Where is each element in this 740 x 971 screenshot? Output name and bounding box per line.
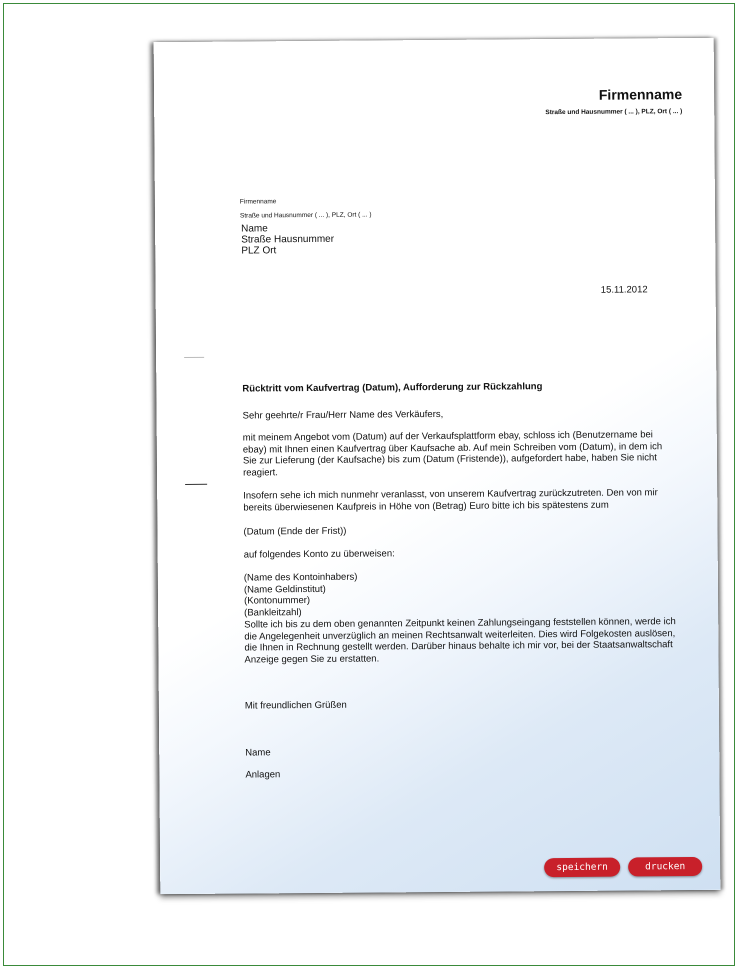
paragraph-withdrawal: Insofern sehe ich mich nunmehr veranlasst, von unserem Kaufvertrag zurückzutreten. Den von mir bereits überwiesenen Kaufpreis in Höhe von (Betrag) Euro bitte ich bis spätestens zum (243, 487, 658, 514)
letter-page (154, 38, 721, 894)
sender-address: Straße und Hausnummer ( ... ), PLZ, Ort ( ... ) (240, 211, 372, 220)
letterhead-company-name: Firmenname (598, 86, 683, 103)
account-details (244, 569, 664, 618)
recipient-street: Straße Hausnummer (241, 233, 335, 246)
punch-mark (185, 484, 207, 485)
salutation: Sehr geehrte/r Frau/Herr Name des Verkäufers, (242, 408, 444, 422)
recipient-name: Name (241, 223, 268, 235)
deadline-date: (Datum (Ende der Frist)) (243, 525, 347, 538)
recipient-city: PLZ Ort (241, 245, 277, 257)
account-bank: (Name Geldinstitut) (243, 583, 326, 596)
account-number: (Kontonummer) (244, 595, 311, 607)
paragraph-contract: mit meinem Angebot vom (Datum) auf der Verkaufsplattform ebay, schloss ich (Benutzername bei ebay) mit Ihnen einen Kaufvertrag über Kaufsache ab. Auf mein Schreiben vom (Datum), in dem ich Sie zur Lieferung (der Kaufsache) bis zum (Datum (Fristende)), aufgefordert habe, haben Sie nicht reagiert. (242, 429, 663, 479)
letter-date: 15.11.2012 (600, 284, 648, 296)
sender-name: Firmenname (239, 198, 277, 206)
account-holder: (Name des Kontoinhabers) (243, 571, 358, 584)
attachments-label: Anlagen (245, 769, 281, 781)
print-button[interactable]: drucken (628, 857, 702, 877)
letterhead-company-address: Straße und Hausnummer ( ... ), PLZ, Ort ( ... ) (545, 108, 683, 117)
letter-subject: Rücktritt vom Kaufvertrag (Datum), Aufforderung zur Rückzahlung (242, 381, 543, 395)
closing: Mit freundlichen Grüßen (244, 699, 347, 712)
signature-name: Name (245, 747, 271, 759)
paragraph-consequences: Sollte ich bis zu dem oben genannten Zeitpunkt keinen Zahlungseingang feststellen können, werde ich die Angelegenheit unverzüglich an meinen Rechtsanwalt weiterleiten. Dies wird Folgekosten auslösen, die Ihnen in Rechnung gestellt werden. Darüber hinaus behalte ich mir vor, bei der Staatsanwaltschaft Anzeige gegen Sie zu erstatten. (244, 616, 676, 666)
fold-mark (184, 357, 204, 358)
recipient-address (241, 223, 334, 257)
account-intro: auf folgendes Konto zu überweisen: (243, 548, 395, 561)
save-button[interactable]: speichern (544, 858, 620, 878)
account-sort-code: (Bankleitzahl) (244, 606, 302, 619)
